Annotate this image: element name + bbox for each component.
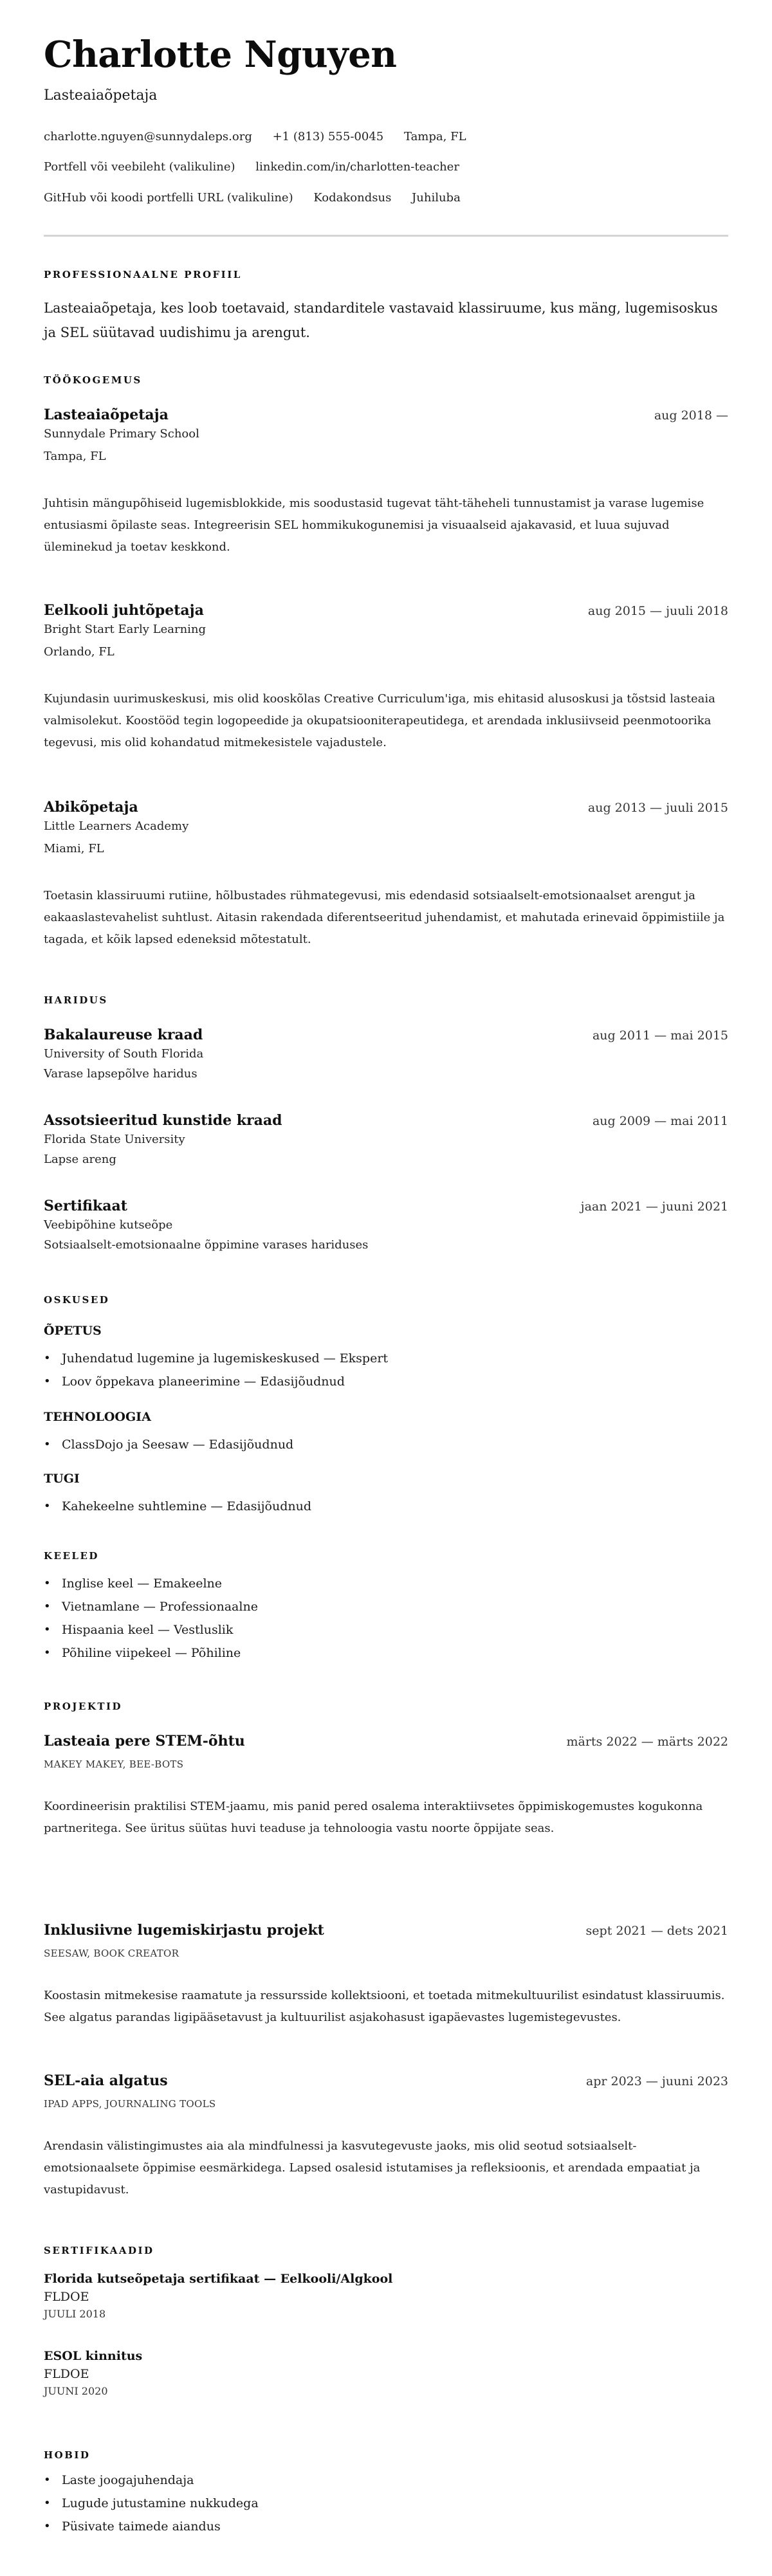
hobby-item: • Püsivate taimede aiandus xyxy=(62,2515,259,2538)
project-tech: IPAD APPS, JOURNALING TOOLS xyxy=(44,2098,216,2110)
section-heading-skills: OSKUSED xyxy=(44,1294,110,1306)
institution: Veebipõhine kutseõpe xyxy=(44,1218,173,1232)
contact-location: Tampa, FL xyxy=(403,130,466,143)
language-item: • Vietnamlane — Professionaalne xyxy=(62,1595,258,1618)
job-location: Orlando, FL xyxy=(44,645,115,659)
certificate-item xyxy=(44,2349,142,2397)
profile-summary: Lasteaiaõpetaja, kes loob toetavaid, standarditele vastavaid klassiruume, kus mäng, lugemisoskus ja SEL süütavad uudishimu ja arengut. xyxy=(44,300,718,340)
skill-item: • Kahekeelne suhtlemine — Edasijõudnud xyxy=(62,1495,311,1518)
candidate-title: Lasteaiaõpetaja xyxy=(44,87,158,104)
contact-citizenship: Kodakondsus xyxy=(313,191,392,205)
job-dates: aug 2018 — xyxy=(654,408,728,423)
degree-dates: aug 2009 — mai 2011 xyxy=(592,1114,728,1128)
degree-dates: jaan 2021 — juuni 2021 xyxy=(580,1200,728,1214)
degree-title: Assotsieeritud kunstide kraad xyxy=(44,1112,282,1129)
project-dates: märts 2022 — märts 2022 xyxy=(566,1735,728,1749)
degree-title: Sertifikaat xyxy=(44,1198,127,1214)
skill-category: ÕPETUS xyxy=(44,1324,102,1338)
experience-item xyxy=(44,799,728,951)
contact-line-3 xyxy=(44,191,461,205)
contact-email[interactable]: charlotte.nguyen@sunnydaleps.org xyxy=(44,130,252,143)
skill-category: TUGI xyxy=(44,1472,80,1486)
education-item xyxy=(44,1027,728,1081)
contact-line-1 xyxy=(44,130,466,143)
section-heading-projects: PROJEKTID xyxy=(44,1701,123,1712)
section-heading-profile: PROFESSIONAALNE PROFIIL xyxy=(44,269,242,280)
project-title: Inklusiivne lugemiskirjastu projekt xyxy=(44,1922,324,1939)
job-employer: Bright Start Early Learning xyxy=(44,623,207,636)
field-of-study: Sotsiaalselt-emotsionaalne õppimine varases hariduses xyxy=(44,1238,369,1252)
job-location: Miami, FL xyxy=(44,842,104,855)
certificate-issuer: FLDOE xyxy=(44,2367,89,2381)
project-title: SEL-aia algatus xyxy=(44,2072,168,2089)
contact-phone[interactable]: +1 (813) 555-0045 xyxy=(272,130,384,143)
field-of-study: Lapse areng xyxy=(44,1153,116,1166)
job-title: Eelkooli juhtõpetaja xyxy=(44,602,204,619)
job-employer: Sunnydale Primary School xyxy=(44,427,199,441)
hobby-list xyxy=(44,2469,259,2538)
field-of-study: Varase lapsepõlve haridus xyxy=(44,1067,198,1081)
contact-drivers-license: Juhiluba xyxy=(412,191,461,205)
hobby-item: • Laste joogajuhendaja xyxy=(62,2469,259,2492)
skill-list xyxy=(44,1347,388,1393)
job-description: Kujundasin uurimuskeskusi, mis olid kooskõlas Creative Curriculum'iga, mis ehitasid alusoskusi ja tõstsid lasteaia valmisolekut. Koostööd tegin logopeedide ja okupatsiooniterapeutidega, et arendada inklusiivseid peenmotoorika tegevusi, mis olid kohandatud mitmekesistele vajadustele. xyxy=(44,692,715,749)
project-dates: apr 2023 — juuni 2023 xyxy=(585,2074,728,2088)
project-item xyxy=(44,1922,728,2029)
language-item: • Põhiline viipekeel — Põhiline xyxy=(62,1641,258,1665)
job-employer: Little Learners Academy xyxy=(44,819,189,833)
certificate-title: ESOL kinnitus xyxy=(44,2349,143,2363)
job-dates: aug 2015 — juuli 2018 xyxy=(587,604,728,618)
project-title: Lasteaia pere STEM-õhtu xyxy=(44,1733,245,1749)
degree-dates: aug 2011 — mai 2015 xyxy=(592,1028,728,1043)
experience-item xyxy=(44,602,728,754)
certificate-date: JUULI 2018 xyxy=(44,2308,106,2320)
certificate-item xyxy=(44,2272,392,2320)
language-item: • Hispaania keel — Vestluslik xyxy=(62,1618,258,1641)
skill-list xyxy=(44,1433,293,1456)
section-heading-experience: TÖÖKOGEMUS xyxy=(44,374,142,386)
institution: Florida State University xyxy=(44,1133,185,1146)
candidate-name: Charlotte Nguyen xyxy=(44,33,397,76)
language-list xyxy=(44,1572,258,1665)
language-item: • Inglise keel — Emakeelne xyxy=(62,1572,258,1595)
project-tech: MAKEY MAKEY, BEE-BOTS xyxy=(44,1758,184,1770)
section-heading-certificates: SERTIFIKAADID xyxy=(44,2245,154,2256)
contact-github[interactable]: GitHub või koodi portfelli URL (valikuline) xyxy=(44,191,293,205)
project-tech: SEESAW, BOOK CREATOR xyxy=(44,1948,179,1959)
contact-line-2 xyxy=(44,160,459,174)
project-item xyxy=(44,2072,728,2201)
certificate-date: JUUNI 2020 xyxy=(44,2385,108,2397)
skill-category: TEHNOLOOGIA xyxy=(44,1410,151,1424)
skill-item: • ClassDojo ja Seesaw — Edasijõudnud xyxy=(62,1433,293,1456)
institution: University of South Florida xyxy=(44,1047,204,1061)
job-location: Tampa, FL xyxy=(44,450,106,463)
certificate-title: Florida kutseõpetaja sertifikaat — Eelkooli/Algkool xyxy=(44,2272,393,2286)
education-item xyxy=(44,1198,728,1252)
project-description: Koordineerisin praktilisi STEM-jaamu, mis panid pered osalema interaktiivsetes õppimiskogemustes kogukonna partneritega. See üritus süütas huvi teaduse ja tehnoloogia vastu noorte õppijate seas. xyxy=(44,1800,703,1835)
certificate-issuer: FLDOE xyxy=(44,2290,89,2304)
job-description: Juhtisin mängupõhiseid lugemisblokkide, mis soodustasid tugevat täht-täheheli tunnustamist ja varase lugemise entusiasmi õpilaste seas. Integreerisin SEL hommikukogunemisi ja visuaalseid ajakavasid, et luua sujuvad üleminekud ja toetav keskkond. xyxy=(44,497,704,554)
project-item xyxy=(44,1733,728,1840)
project-description: Koostasin mitmekesise raamatute ja ressursside kollektsiooni, et toetada mitmekultuurilist esindatust klassiruumis. See algatus parandas ligipääsetavust ja kultuurilist asjakohasust igapäevastes lugemistegevustes. xyxy=(44,1989,725,2024)
skill-item: • Juhendatud lugemine ja lugemiskeskused — Ekspert xyxy=(62,1347,388,1370)
project-dates: sept 2021 — dets 2021 xyxy=(585,1924,728,1938)
skill-list xyxy=(44,1495,311,1518)
experience-item xyxy=(44,406,728,558)
section-heading-education: HARIDUS xyxy=(44,994,108,1006)
job-dates: aug 2013 — juuli 2015 xyxy=(587,801,728,815)
job-description: Toetasin klassiruumi rutiine, hõlbustades rühmategevusi, mis edendasid sotsiaalselt-emotsionaalset arengut ja eakaaslastevahelist suhtlust. Aitasin rakendada diferentseeritud juhendamist, et mahutada erinevaid õppimistiile ja tagada, et kõik lapsed edeneksid mõtestatult. xyxy=(44,889,725,946)
degree-title: Bakalaureuse kraad xyxy=(44,1027,203,1043)
education-item xyxy=(44,1112,728,1166)
contact-linkedin[interactable]: linkedin.com/in/charlotten-teacher xyxy=(255,160,459,174)
section-heading-hobbies: HOBID xyxy=(44,2449,91,2461)
section-heading-languages: KEELED xyxy=(44,1550,99,1562)
job-title: Lasteaiaõpetaja xyxy=(44,406,169,423)
contact-portfolio[interactable]: Portfell või veebileht (valikuline) xyxy=(44,160,235,174)
hobby-item: • Lugude jutustamine nukkudega xyxy=(62,2492,259,2515)
job-title: Abikõpetaja xyxy=(44,799,138,816)
project-description: Arendasin välistingimustes aia ala mindfulnessi ja kasvutegevuste jaoks, mis olid seotud sotsiaalselt-emotsionaalsete õppimise eesmärkidega. Lapsed osalesid istutamises ja refleksioonis, et arendada empaatiat ja vastupidavust. xyxy=(44,2139,701,2197)
header-divider xyxy=(44,235,728,237)
skill-item: • Loov õppekava planeerimine — Edasijõudnud xyxy=(62,1370,388,1393)
